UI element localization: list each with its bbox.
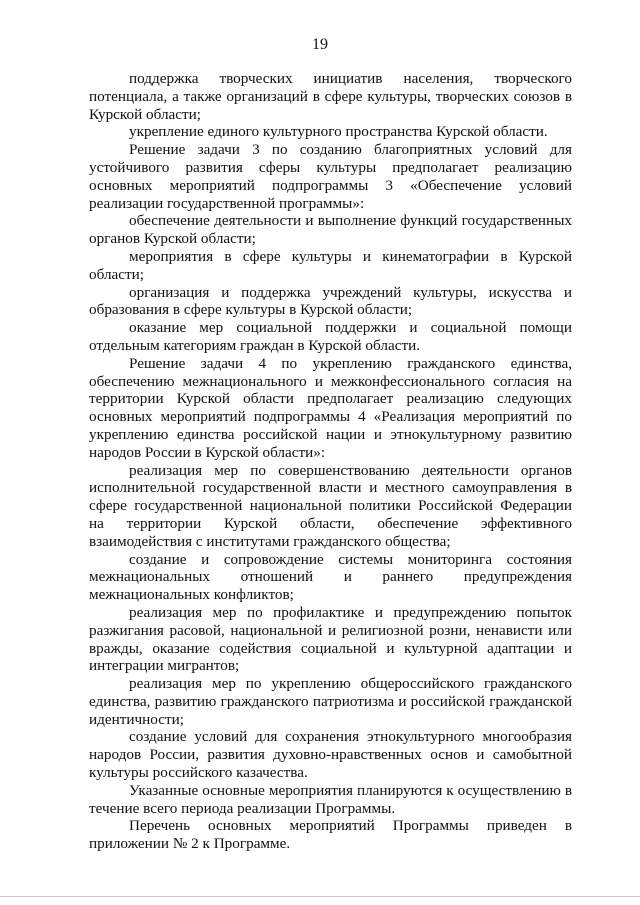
- paragraph: реализация мер по совершенствованию деятельности органов исполнительной государственной власти и местного самоуправления в сфере государственной национальной политики Российской Федерации на территории Курской области, обеспечение эффективного взаимодействия с институтами гражданского общества;: [89, 461, 572, 550]
- paragraph: создание условий для сохранения этнокультурного многообразия народов России, развития духовно-нравственных основ и самобытной культуры российского казачества.: [89, 728, 572, 782]
- paragraph: реализация мер по профилактике и предупреждению попыток разжигания расовой, национальной и религиозной розни, ненависти или вражды, оказание содействия социальной и культурной адаптации и интеграции мигрантов;: [89, 603, 572, 675]
- paragraph: оказание мер социальной поддержки и социальной помощи отдельным категориям граждан в Курской области.: [89, 319, 572, 354]
- paragraph: поддержка творческих инициатив населения, творческого потенциала, а также организаций в сфере культуры, творческих союзов в Курской области;: [89, 70, 572, 123]
- paragraph: Указанные основные мероприятия планируются к осуществлению в течение всего периода реализации Программы.: [89, 781, 572, 817]
- document-body: [89, 70, 572, 853]
- paragraph: создание и сопровождение системы мониторинга состояния межнациональных отношений и раннего предупреждения межнациональных конфликтов;: [89, 550, 572, 604]
- paragraph: реализация мер по укреплению общероссийского гражданского единства, развитию гражданского патриотизма и российской гражданской идентичности;: [89, 675, 572, 728]
- paragraph: мероприятия в сфере культуры и кинематографии в Курской области;: [89, 247, 572, 283]
- paragraph: укрепление единого культурного пространства Курской области.: [129, 123, 548, 141]
- page-bottom-divider: [0, 896, 640, 897]
- paragraph: Перечень основных мероприятий Программы приведен в приложении № 2 к Программе.: [89, 817, 572, 853]
- page-number: 19: [312, 36, 328, 53]
- paragraph: обеспечение деятельности и выполнение функций государственных органов Курской области;: [89, 212, 572, 248]
- paragraph: Решение задачи 4 по укреплению гражданского единства, обеспечению межнационального и межконфессионального согласия на территории Курской области предполагает реализацию следующих основных мероприятий подпрограммы 4 «Реализация мероприятий по укреплению единства российской нации и этнокультурному развитию народов России в Курской области»:: [89, 354, 572, 461]
- paragraph: организация и поддержка учреждений культуры, искусства и образования в сфере культуры в Курской области;: [89, 283, 572, 319]
- paragraph: Решение задачи 3 по созданию благоприятных условий для устойчивого развития сферы культуры предполагает реализацию основных мероприятий подпрограммы 3 «Обеспечение условий реализации государственной программы»:: [89, 141, 572, 212]
